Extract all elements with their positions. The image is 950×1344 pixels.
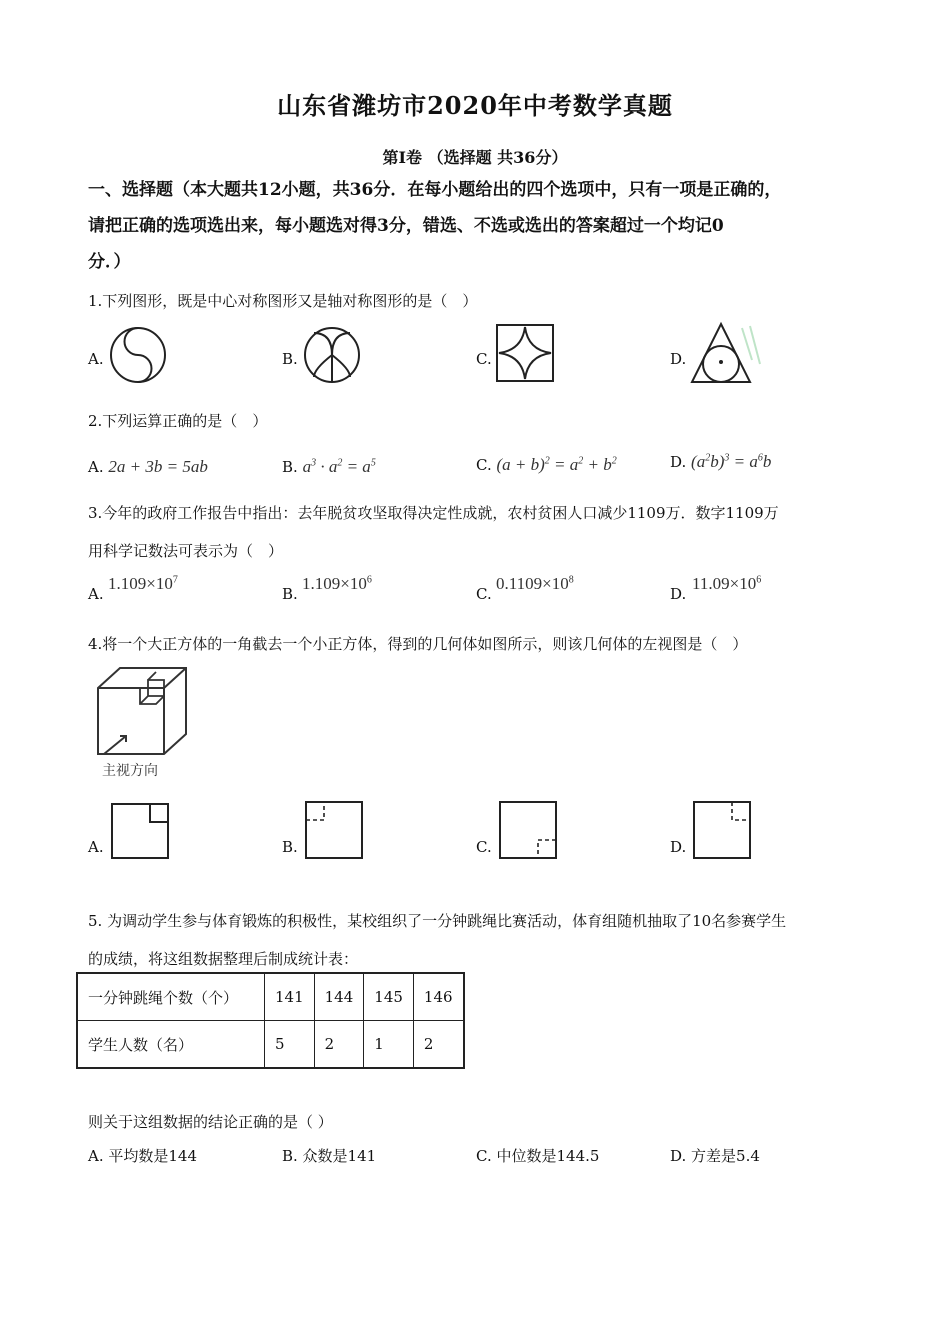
table-cell: 145 xyxy=(364,973,414,1021)
question-2-stem: 2.下列运算正确的是（ ） xyxy=(88,412,268,430)
question-3-line2: 用科学记数法可表示为（ ） xyxy=(88,542,284,560)
q2-c-label: C. xyxy=(476,456,492,474)
q4-option-d-figure xyxy=(692,800,754,862)
q1-option-a-label: A. xyxy=(88,350,104,368)
table-cell: 141 xyxy=(265,973,315,1021)
section-line: 请把正确的选项选出来，每小题选对得3分，错选、不选或选出的答案超过一个均记0 xyxy=(88,216,724,236)
q2-b-expression: $a^3 \cdot a^2 = a^5$ xyxy=(302,457,376,476)
q4-d-label: D. xyxy=(670,838,687,856)
page-subtitle: 第Ⅰ卷 （选择题 共36分） xyxy=(382,148,568,167)
q4-option-a-figure xyxy=(110,802,172,862)
question-5-line2: 的成绩，将这组数据整理后制成统计表： xyxy=(88,950,359,968)
table-cell: 2 xyxy=(314,1021,364,1069)
q5-option-d: D. 方差是5.4 xyxy=(670,1147,760,1165)
q4-b-label: B. xyxy=(282,838,298,856)
q2-a-expression: 2a + 3b = 5ab xyxy=(108,457,208,476)
q5-option-b: B. 众数是141 xyxy=(282,1147,377,1165)
q3-a-label: A. xyxy=(88,585,104,603)
q2-b-label: B. xyxy=(282,458,298,476)
q1-option-d-figure xyxy=(686,320,766,388)
page-title: 山东省潍坊市2020年中考数学真题 xyxy=(277,91,673,120)
q4-a-label: A. xyxy=(88,838,104,856)
question-5-line1: 5. 为调动学生参与体育锻炼的积极性，某校组织了一分钟跳绳比赛活动，体育组随机抽取了10名参赛学生 xyxy=(88,912,787,930)
q1-option-d-label: D. xyxy=(670,350,687,368)
q5-stats-table xyxy=(76,972,465,1069)
q1-option-a-figure xyxy=(108,325,168,385)
q4-c-label: C. xyxy=(476,838,492,856)
q1-option-b-figure xyxy=(302,325,362,385)
question-5-stem2: 则关于这组数据的结论正确的是（ ） xyxy=(88,1113,333,1131)
table-cell: 学生人数（名） xyxy=(77,1021,265,1069)
table-cell: 1 xyxy=(364,1021,414,1069)
table-row xyxy=(77,1021,464,1069)
q4-option-b-figure xyxy=(304,800,366,862)
q2-c-expression: $(a + b)^2 = a^2 + b^2$ xyxy=(496,455,617,474)
table-cell: 2 xyxy=(413,1021,463,1069)
section-line: 分．） xyxy=(88,252,131,272)
q3-a-value: $1.109\times 10^7$ xyxy=(108,574,178,593)
question-1-stem: 1.下列图形，既是中心对称图形又是轴对称图形的是（ ） xyxy=(88,292,478,310)
table-cell: 一分钟跳绳个数（个） xyxy=(77,973,265,1021)
q2-option-d xyxy=(670,452,771,472)
q4-cube-figure xyxy=(94,666,194,758)
q2-option-a xyxy=(88,457,208,477)
q3-b-value: $1.109\times 10^6$ xyxy=(302,574,372,593)
q3-d-label: D. xyxy=(670,585,687,603)
question-4-stem: 4.将一个大正方体的一角截去一个小正方体，得到的几何体如图所示，则该几何体的左视图是（ ） xyxy=(88,635,748,653)
section-instructions xyxy=(88,172,878,280)
q4-option-c-figure xyxy=(498,800,560,862)
table-cell: 146 xyxy=(413,973,463,1021)
q3-d-value: $11.09\times 10^6$ xyxy=(692,574,762,593)
table-row xyxy=(77,973,464,1021)
section-line: 一、选择题（本大题共12小题，共36分．在每小题给出的四个选项中，只有一项是正确的， xyxy=(88,180,782,200)
q1-option-c-figure xyxy=(494,322,556,384)
q2-d-label: D. xyxy=(670,453,687,471)
q2-option-c xyxy=(476,455,617,475)
q3-c-label: C. xyxy=(476,585,492,603)
q4-view-direction-label: 主视方向 xyxy=(102,763,158,779)
q1-option-c-label: C. xyxy=(476,350,492,368)
question-3-line1: 3.今年的政府工作报告中指出：去年脱贫攻坚取得决定性成就，农村贫困人口减少1109万．数字1109万 xyxy=(88,504,779,522)
q2-d-expression: $(a^2b)^3 = a^6b$ xyxy=(691,452,772,471)
table-cell: 144 xyxy=(314,973,364,1021)
q2-option-b xyxy=(282,457,376,477)
q2-a-label: A. xyxy=(88,458,104,476)
q3-b-label: B. xyxy=(282,585,298,603)
q5-option-a: A. 平均数是144 xyxy=(88,1147,197,1165)
q3-c-value: $0.1109\times 10^8$ xyxy=(496,574,574,593)
table-cell: 5 xyxy=(265,1021,315,1069)
q1-option-b-label: B. xyxy=(282,350,298,368)
q5-option-c: C. 中位数是144.5 xyxy=(476,1147,600,1165)
